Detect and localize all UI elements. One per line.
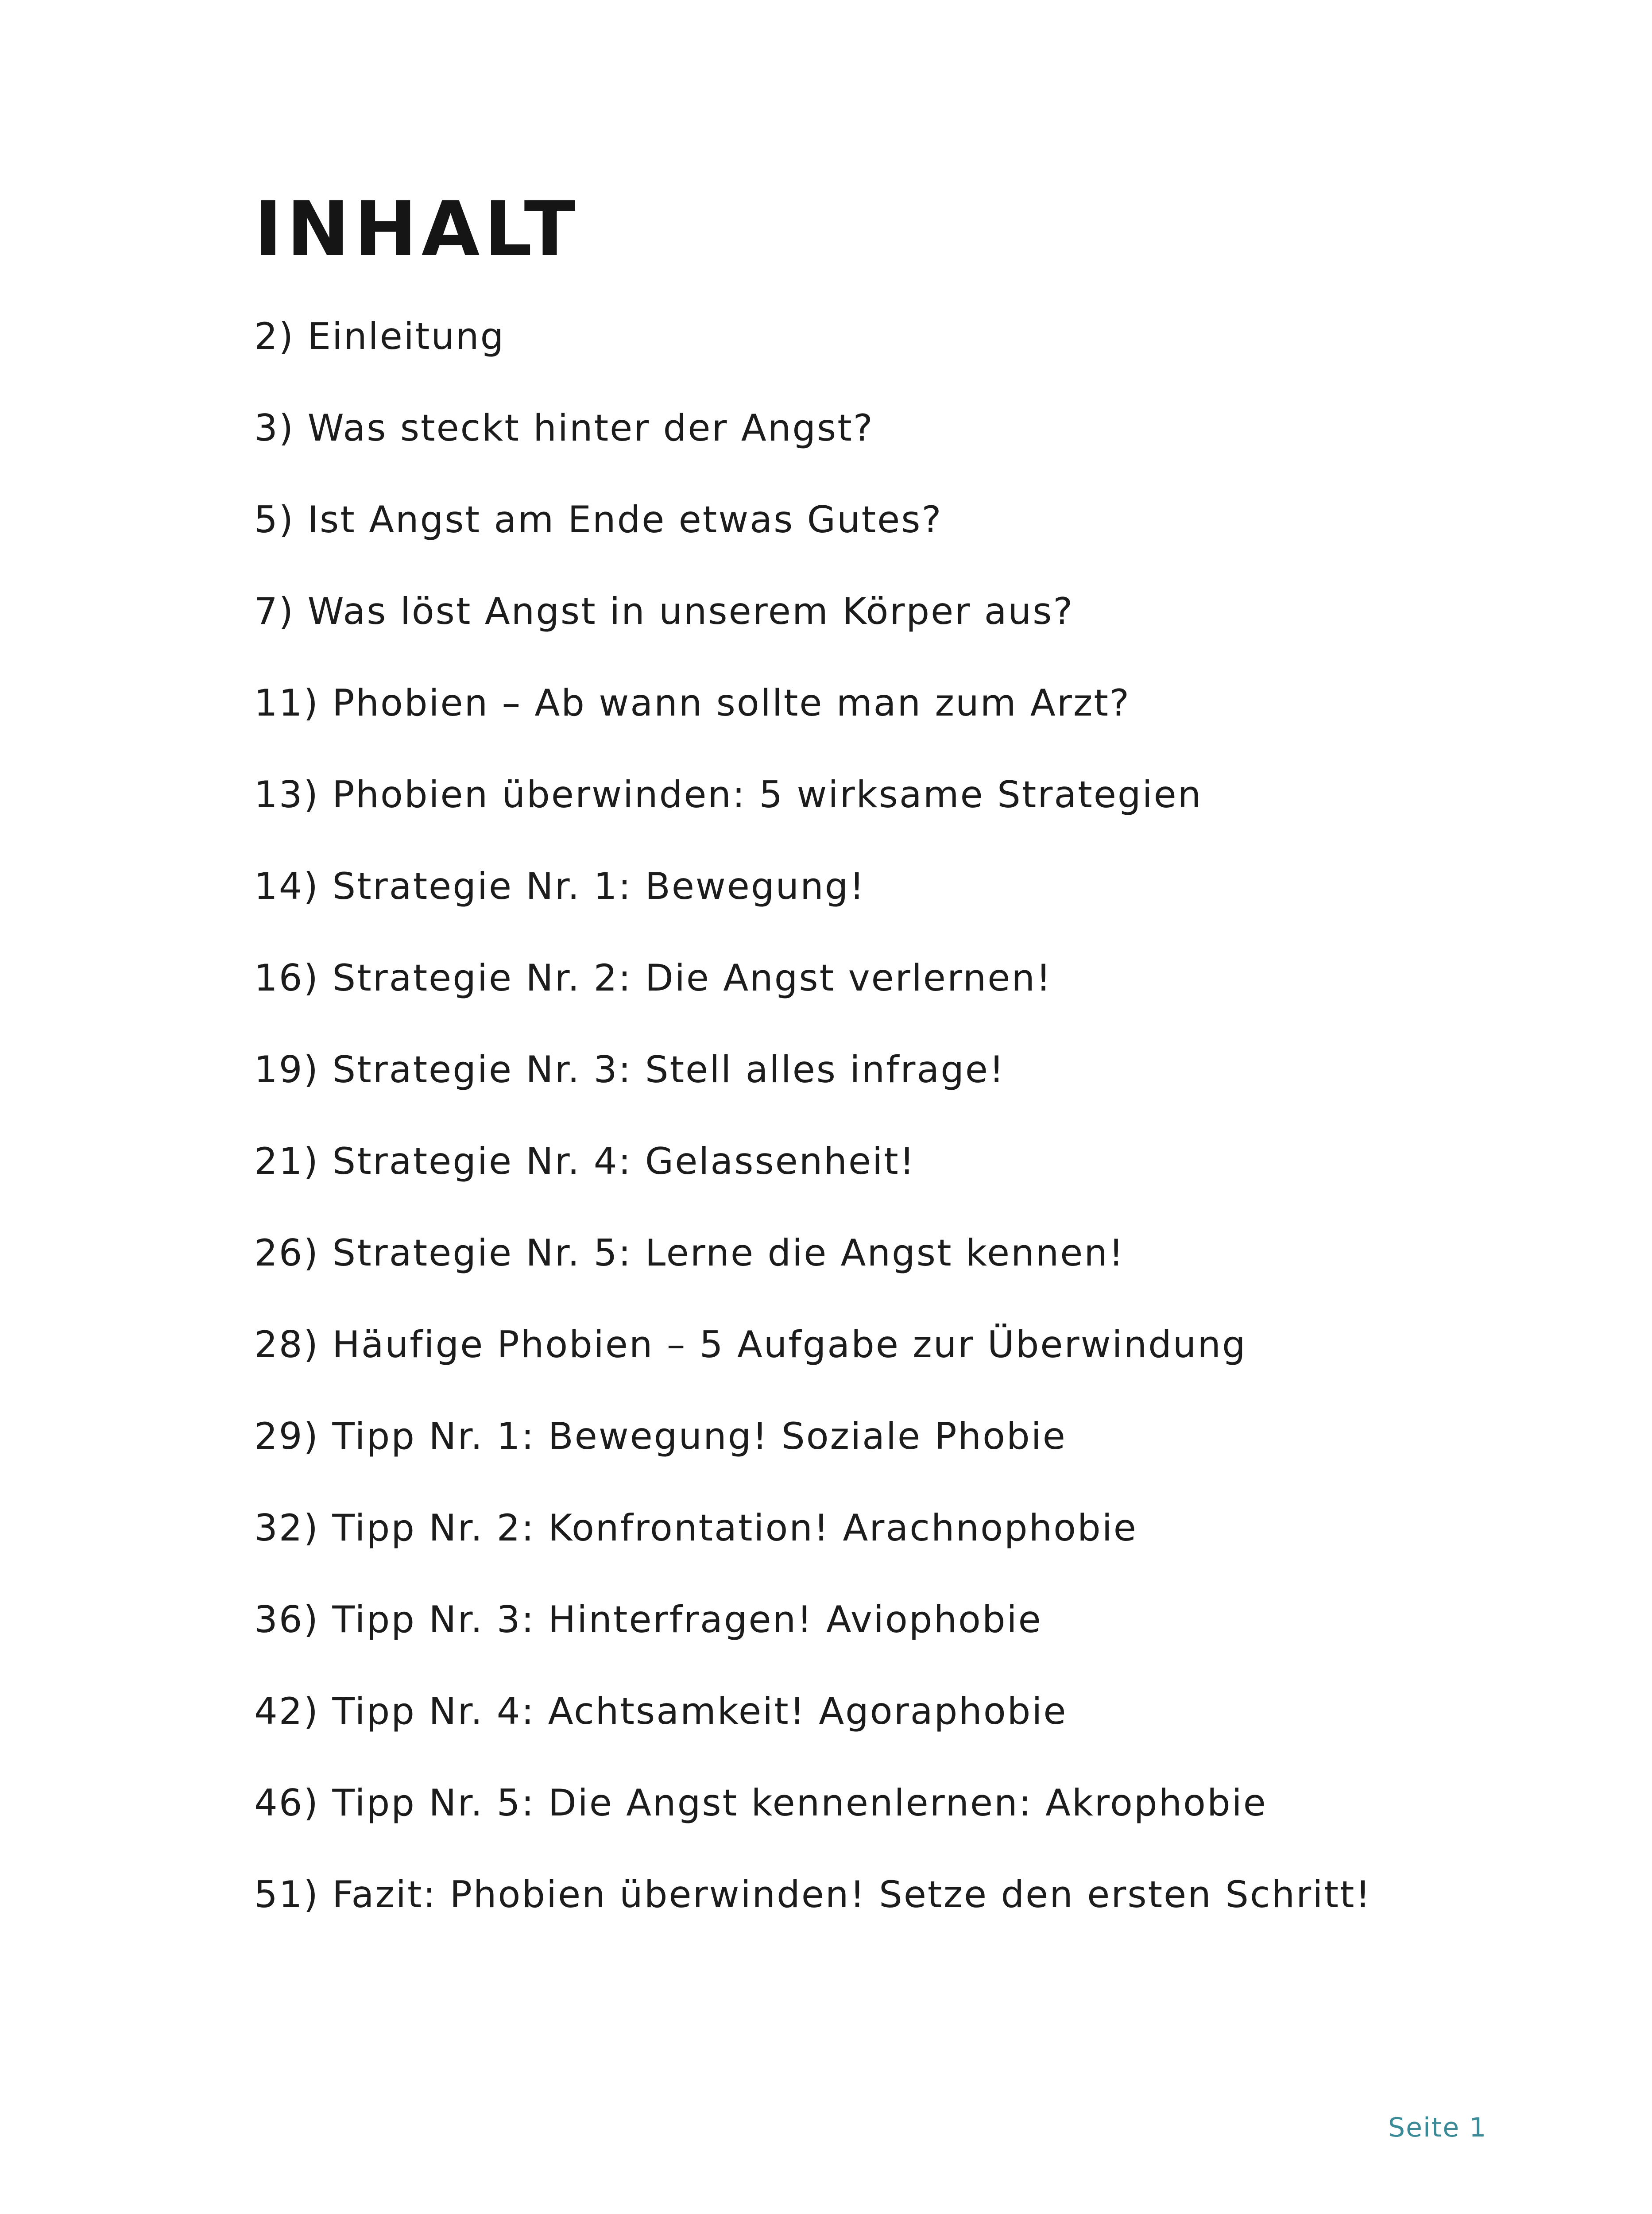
toc-entry: 26) Strategie Nr. 5: Lerne die Angst kennen! xyxy=(254,1231,1125,1274)
toc-entry: 36) Tipp Nr. 3: Hinterfragen! Aviophobie xyxy=(254,1598,1042,1641)
toc-entry: 5) Ist Angst am Ende etwas Gutes? xyxy=(254,498,943,541)
toc-entry: 11) Phobien – Ab wann sollte man zum Arzt? xyxy=(254,681,1130,724)
toc-entry: 29) Tipp Nr. 1: Bewegung! Soziale Phobie xyxy=(254,1415,1067,1458)
toc-entry: 14) Strategie Nr. 1: Bewegung! xyxy=(254,865,866,908)
toc-entry: 16) Strategie Nr. 2: Die Angst verlernen! xyxy=(254,956,1052,999)
toc-entry: 21) Strategie Nr. 4: Gelassenheit! xyxy=(254,1140,916,1183)
toc-entry: 7) Was löst Angst in unserem Körper aus? xyxy=(254,590,1074,633)
page-number: Seite 1 xyxy=(1388,2112,1487,2143)
toc-entry: 13) Phobien überwinden: 5 wirksame Strategien xyxy=(254,773,1203,816)
toc-entry: 3) Was steckt hinter der Angst? xyxy=(254,406,874,449)
toc-entry: 42) Tipp Nr. 4: Achtsamkeit! Agoraphobie xyxy=(254,1690,1068,1733)
toc-entry: 2) Einleitung xyxy=(254,315,505,358)
toc-entry: 46) Tipp Nr. 5: Die Angst kennenlernen: Akrophobie xyxy=(254,1781,1267,1824)
toc-entry: 19) Strategie Nr. 3: Stell alles infrage! xyxy=(254,1048,1006,1091)
toc-entry: 28) Häufige Phobien – 5 Aufgabe zur Überwindung xyxy=(254,1323,1247,1366)
table-of-contents xyxy=(254,308,1372,1958)
page-title: INHALT xyxy=(254,186,580,273)
toc-entry: 32) Tipp Nr. 2: Konfrontation! Arachnophobie xyxy=(254,1506,1137,1549)
toc-entry: 51) Fazit: Phobien überwinden! Setze den ersten Schritt! xyxy=(254,1873,1372,1916)
